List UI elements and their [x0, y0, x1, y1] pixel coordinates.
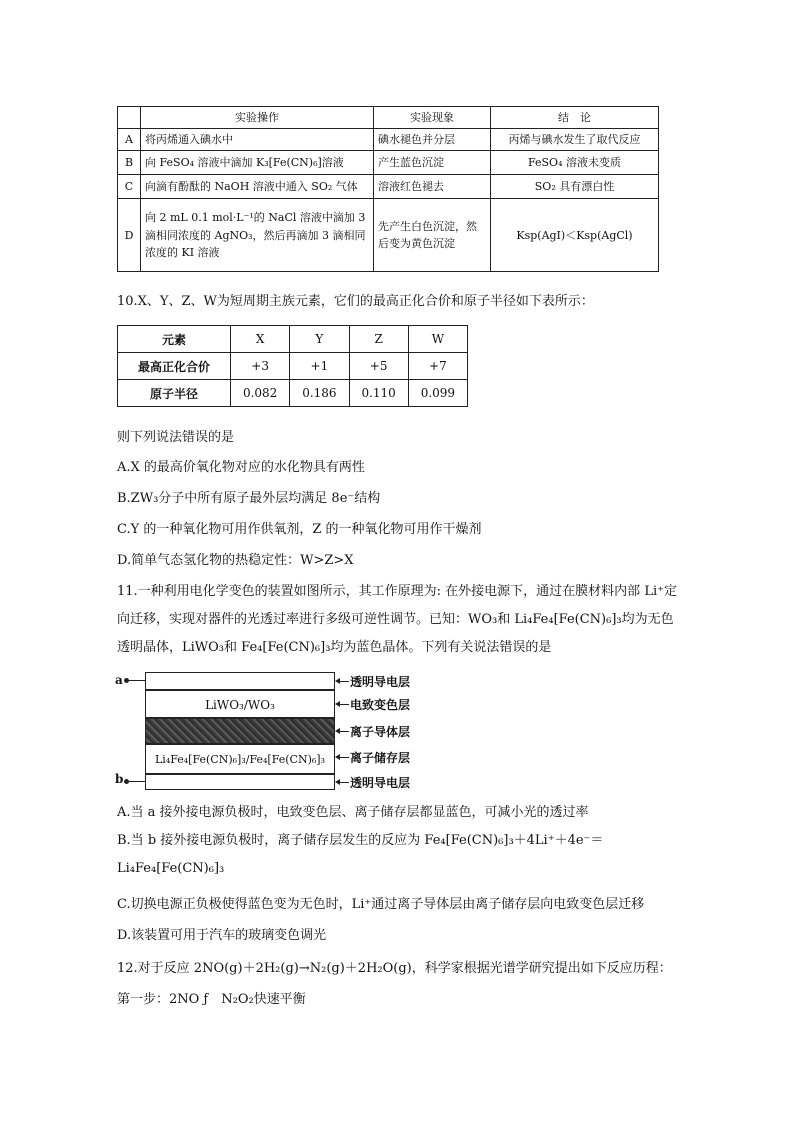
table-header-cell: 实验操作 — [141, 107, 374, 129]
q12-step1: 第一步：2NO ƒ N₂O₂快速平衡 — [117, 992, 306, 1007]
table-row — [118, 175, 659, 199]
table-cell: 0.110 — [349, 380, 408, 407]
table-cell: 元素 — [118, 326, 231, 353]
electrochromic-diagram — [115, 668, 435, 796]
layer-text: LiWO₃/WO₃ — [205, 698, 275, 712]
q11-option-b: B.当 b 接外接电源负极时，离子储存层发生的反应为 Fe₄[Fe(CN)₆]₃＋4Li⁺＋4e⁻＝Li₄Fe₄[Fe(CN)₆]₃ — [117, 833, 604, 876]
q11-option-c: C.切换电源正负极使得蓝色变为无色时，Li⁺通过离子导体层由离子储存层向电致变色层迁移 — [117, 897, 645, 912]
conductive-layer-top — [145, 672, 335, 690]
ion-storage-layer — [145, 744, 335, 774]
table-cell: +7 — [408, 353, 467, 380]
table-row — [118, 199, 659, 272]
phenomenon-cell: 先产生白色沉淀，然后变为黄色沉淀 — [374, 199, 491, 272]
table-cell: 原子半径 — [118, 380, 231, 407]
terminal-a-wire — [127, 680, 145, 681]
layer-label: 透明导电层 — [350, 776, 411, 790]
operation-cell: 将丙烯通入碘水中 — [141, 129, 374, 151]
operation-cell: 向滴有酚酞的 NaOH 溶液中通入 SO₂ 气体 — [141, 175, 374, 199]
table-row — [118, 151, 659, 175]
operation-cell: 向 FeSO₄ 溶液中滴加 K₃[Fe(CN)₆]溶液 — [141, 151, 374, 175]
row-label: C — [118, 175, 141, 199]
operation-cell: 向 2 mL 0.1 mol·L⁻¹的 NaCl 溶液中滴加 3 滴相同浓度的 AgNO₃，然后再滴加 3 滴相同浓度的 KI 溶液 — [141, 199, 374, 272]
table-cell: 0.186 — [290, 380, 349, 407]
table-cell: 0.099 — [408, 380, 467, 407]
table-cell: Z — [349, 326, 408, 353]
table-header-cell: 实验现象 — [374, 107, 491, 129]
table-row — [118, 353, 468, 380]
table-cell: X — [231, 326, 290, 353]
layer-label: 离子导体层 — [350, 725, 411, 739]
q10-prompt: 则下列说法错误的是 — [117, 430, 235, 445]
table-row — [118, 326, 468, 353]
table-cell: +1 — [290, 353, 349, 380]
conclusion-cell: 丙烯与碘水发生了取代反应 — [491, 129, 659, 151]
q10-stem: 10.X、Y、Z、W为短周期主族元素，它们的最高正化合价和原子半径如下表所示： — [117, 294, 594, 309]
q10-option-d: D.简单气态氢化物的热稳定性：W>Z>X — [117, 553, 354, 568]
conductive-layer-bottom — [145, 774, 335, 790]
conclusion-cell: SO₂ 具有漂白性 — [491, 175, 659, 199]
layer-label: 离子储存层 — [350, 751, 411, 765]
table-cell: +3 — [231, 353, 290, 380]
layer-label: 电致变色层 — [350, 698, 411, 712]
conclusion-cell: FeSO₄ 溶液未变质 — [491, 151, 659, 175]
table-cell: 最高正化合价 — [118, 353, 231, 380]
label-arrow — [337, 704, 349, 705]
ion-conductor-layer — [145, 718, 335, 744]
row-label: D — [118, 199, 141, 272]
phenomenon-cell: 溶液红色褪去 — [374, 175, 491, 199]
table-row — [118, 129, 659, 151]
terminal-b-wire — [127, 781, 145, 782]
layer-label: 透明导电层 — [350, 675, 411, 689]
terminal-b-label: b — [115, 772, 124, 786]
table-header-cell — [118, 107, 141, 129]
table-cell: 0.082 — [231, 380, 290, 407]
conclusion-cell: Ksp(AgI)＜Ksp(AgCl) — [491, 199, 659, 272]
element-table — [117, 325, 468, 407]
label-arrow — [337, 757, 349, 758]
layer-text: Li₄Fe₄[Fe(CN)₆]₃/Fe₄[Fe(CN)₆]₃ — [155, 753, 325, 766]
terminal-a-label: a — [115, 673, 123, 687]
table-row — [118, 380, 468, 407]
electrochromic-layer — [145, 690, 335, 718]
table-cell: W — [408, 326, 467, 353]
experiment-table — [117, 106, 659, 272]
row-label: A — [118, 129, 141, 151]
label-arrow — [337, 782, 349, 783]
q10-option-a: A.X 的最高价氧化物对应的水化物具有两性 — [117, 460, 365, 475]
label-arrow — [337, 681, 349, 682]
q11-stem: 11.一种利用电化学变色的装置如图所示，其工作原理为: 在外接电源下，通过在膜材料内部 Li⁺定向迁移，实现对器件的光透过率进行多级可逆性调节。已知：WO₃和 Li₄Fe₄[Fe(CN)₆]₃均为无色透明晶体，LiWO₃和 Fe₄[Fe(CN)₆]₃均为蓝色晶体。下列有关说法错误的是 — [117, 584, 677, 655]
label-arrow — [337, 731, 349, 732]
table-header-row — [118, 107, 659, 129]
row-label: B — [118, 151, 141, 175]
q11-option-a: A.当 a 接外接电源负极时，电致变色层、离子储存层都显蓝色，可减小光的透过率 — [117, 805, 589, 820]
q10-option-c: C.Y 的一种氧化物可用作供氧剂，Z 的一种氧化物可用作干燥剂 — [117, 522, 482, 537]
phenomenon-cell: 产生蓝色沉淀 — [374, 151, 491, 175]
table-cell: Y — [290, 326, 349, 353]
table-header-cell: 结 论 — [491, 107, 659, 129]
q12-stem: 12.对于反应 2NO(g)＋2H₂(g)→N₂(g)＋2H₂O(g)，科学家根据光谱学研究提出如下反应历程： — [117, 961, 672, 976]
table-cell: +5 — [349, 353, 408, 380]
q10-option-b: B.ZW₃分子中所有原子最外层均满足 8e⁻结构 — [117, 491, 381, 506]
q11-option-d: D.该装置可用于汽车的玻璃变色调光 — [117, 928, 327, 943]
phenomenon-cell: 碘水褪色并分层 — [374, 129, 491, 151]
